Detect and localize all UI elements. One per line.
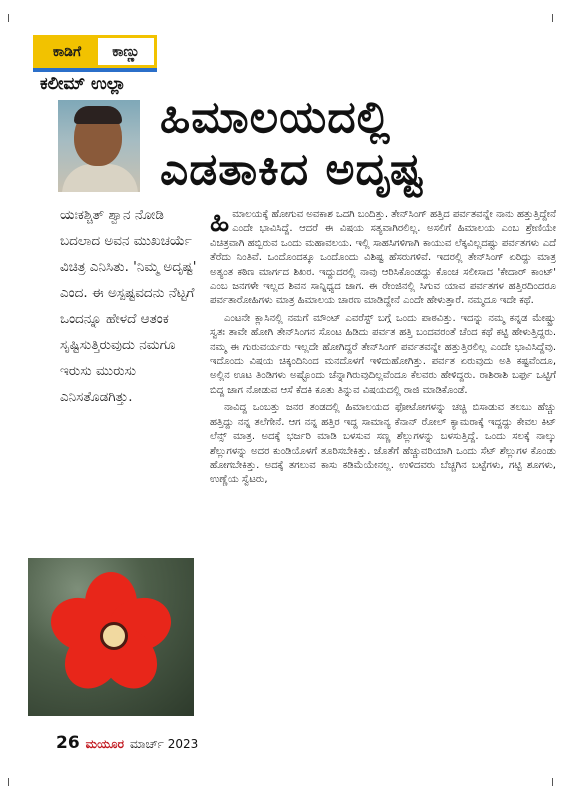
crop-mark xyxy=(8,14,9,22)
page-footer xyxy=(56,733,198,753)
page-number: 26 xyxy=(56,733,80,753)
paragraph-2: ಎಂಟನೇ ಕ್ಲಾಸಿನಲ್ಲಿ ನಮಗೆ ಮೌಂಟ್ ಎವರೆಸ್ಟ್ ಬಗ್ಗೆ ಒಂದು ಪಾಠವಿತ್ತು. ಇದನ್ನು ನಮ್ಮ ಕನ್ನಡ ಮೇಷ್ಟ್ರು ಸ್ವತಃ ತಾವೇ ಹೋಗಿ ತೇನ್‌ಸಿಂಗನ ಸೊಂಟ ಹಿಡಿದು ಪರ್ವತ ಹತ್ತಿ ಬಂದವರಂತೆ ಚೆಂದ ಕಥೆ ಕಟ್ಟಿ ಹೇಳುತ್ತಿದ್ದರು. ನಮ್ಮ ಈ ಗುರುವರ್ಯರು ಇಲ್ಲದೇ ಹೋಗಿದ್ದರೆ ತೇನ್‌ಸಿಂಗ್ ಪರ್ವತವನ್ನೇ ಹತ್ತುತ್ತಿರಲಿಲ್ಲ ಎಂದೇ ಭಾವಿಸಿದ್ದೆವು. ಇದೊಂದು ವಿಷಯ ಚಿಕ್ಕಂದಿನಿಂದ ಮನದೊಳಗೆ ಇಳಿದುಹೋಗಿತ್ತು. ಪರ್ವತ ಏರುವುದು ಅತಿ ಕಷ್ಟವೆಂದೂ, ಅಲ್ಲಿನ ಊಟ ತಿಂಡಿಗಳು ಅಷ್ಟೊಂದು ಚೆನ್ನಾಗಿರುವುದಿಲ್ಲವೆಂದೂ ಕೆಲವರು ಹೇಳಿದ್ದರು. ರಾಶಿರಾಶಿ ಬರ್ಫು ಒಟ್ಟಿಗೆ ಬಿದ್ದ ಜಾಗ ನೋಡುವ ಆಸೆ ಕೆದಕಿ ಕೂತು ತಿನ್ನುವ ವಿಷಯದಲ್ಲಿ ರಾಜಿ ಮಾಡಿಕೊಂಡೆ. xyxy=(210,312,556,396)
flower-center xyxy=(100,622,128,650)
magazine-name: ಮಯೂರ xyxy=(85,737,124,751)
paragraph-1 xyxy=(210,205,556,309)
paragraph-1-text: ಮಾಲಯಕ್ಕೆ ಹೋಗುವ ಅವಕಾಶ ಒದಗಿ ಬಂದಿತ್ತು. ತೇನ್‌ಸಿಂಗ್ ಹತ್ತಿದ ಪರ್ವತವನ್ನೇ ನಾನು ಹತ್ತುತ್ತಿದ್ದೇನೆ ಎಂದೇ ಭಾವಿಸಿದ್ದೆ. ಆದರೆ ಈ ವಿಷಯ ಸತ್ಯವಾಗಿರಲಿಲ್ಲ. ಅಸಲಿಗೆ ಹಿಮಾಲಯ ಎಂಬ ಶ್ರೇಣಿಯೇ ವಿಚಿತ್ರವಾಗಿ ಹಬ್ಬಿರುವ ಒಂದು ಮಹಾವಲಯ. ಇಲ್ಲಿ ಸಾಹಸಿಗಳಿಗಾಗಿ ಕಾಯುವ ಲೆಕ್ಕವಿಲ್ಲದಷ್ಟು ಪರ್ವತಗಳು ಎದೆ ತೆರೆದು ನಿಂತಿವೆ. ಒಂದೊಂದಕ್ಕೂ ಒಂದೊಂದು ವಿಶಿಷ್ಟ ಹೆಸರುಗಳಿವೆ. ಇದರಲ್ಲಿ ತೇನ್‌ಸಿಂಗ್ ಏರಿದ್ದು ಮಾತ್ರ ಅತ್ಯಂತ ಕಠಿಣ ಮಾರ್ಗದ ಶಿಖರ. ಇದ್ದುದರಲ್ಲಿ ನಾವು ಆರಿಸಿಕೊಂಡದ್ದು ಕೊಂಚ ಸಲೀಸಾದ 'ಕೇದಾರ್ ಕಾಂಟ್' ಎಂಬ ಜನಗಳೇ ಇಲ್ಲದ ಶಿವನ ಸಾನ್ನಿಧ್ಯದ ಜಾಗ. ಈ ರೇಂಜಿನಲ್ಲಿ ಸಿಗುವ ಯಾವ ಪರ್ವತಗಳ ಹತ್ತಿರದಿಂದರೂ ಪರ್ವತಾರೋಹಿಗಳು ಮಾತ್ರ ಹಿಮಾಲಯ ಚಾರಣ ಮಾಡಿದ್ದೇನೆ ಎಂದೇ ಹೇಳುತ್ತಾರೆ. ನಮ್ಮದೂ ಇದೇ ಕಥೆ. xyxy=(210,209,556,307)
photo-hair xyxy=(74,106,122,124)
crop-mark xyxy=(552,14,553,22)
article-title xyxy=(160,92,550,196)
article-body xyxy=(210,205,556,491)
drop-cap: ಹಿ xyxy=(210,205,230,238)
crop-mark xyxy=(552,778,553,786)
column-logo-left: ಕಾಡಿಗೆ xyxy=(36,38,98,65)
title-line-2: ಎಡತಾಕಿದ ಅದೃಷ್ಟ xyxy=(160,144,425,195)
logo-underline xyxy=(33,68,157,72)
issue-date: ಮಾರ್ಚ್ 2023 xyxy=(129,737,199,751)
paragraph-3: ನಾವಿದ್ದ ಒಂಬತ್ತು ಜನರ ತಂಡದಲ್ಲಿ ಹಿಮಾಲಯದ ಫೋಟೋಗಳನ್ನು ಚಚ್ಚಿ ಬಿಸಾಡುವ ತಲಬು ಹೆಚ್ಚು ಹತ್ತಿದ್ದು ನನ್ನ ತಲೆಗೇನೆ. ಆಗ ನನ್ನ ಹತ್ತಿರ ಇದ್ದ ಸಾಮಾನ್ಯ ಕೆನಾನ್ ರೋಲ್ ಕ್ಯಾಮರಾಕ್ಕೆ ಇದ್ದದ್ದು ಕೇವಲ ಕಿಟ್ ಲೆನ್ಸ್ ಮಾತ್ರ. ಅದಕ್ಕೆ ಭರ್ಜರಿ ಮಾಡಿ ಬಳಸುವ ಸಣ್ಣ ಶೆಲ್ಲುಗಳನ್ನು ಬಳಸುತ್ತಿದ್ದೆ. ಒಂದು ಸಲಕ್ಕೆ ನಾಲ್ಕು ಶೆಲ್ಲುಗಳನ್ನು ಅದರ ಕುಂಡಿಯೊಳಗೆ ತೂರಿಸಬೇಕಿತ್ತು. ಜೊತೆಗೆ ಹೆಚ್ಚುವರಿಯಾಗಿ ಒಂದು ಸೆಟ್ ಶೆಲ್ಲುಗಳ ಕೊಂಡು ಹೋಗಬೇಕಿತ್ತು. ಅದಕ್ಕೆ ತಗಲುವ ಕಾಸು ಕಡಿಮೆಯೇನಲ್ಲ. ಉಳಿದವರು ಬೆಚ್ಚಗಿನ ಬಟ್ಟೆಗಳು, ಗಟ್ಟಿ ಶೂಗಳು, ಉಣ್ಣೆಯ ಸ್ವೆಟರು, xyxy=(210,402,556,486)
crop-mark xyxy=(8,778,9,786)
author-photo xyxy=(58,100,140,192)
pull-quote: ಯಃಕಶ್ಚಿತ್ ಶ್ವಾನ ನೋಡಿ ಬದಲಾದ ಅವನ ಮುಖಚರ್ಯೆ ವಿಚಿತ್ರ ಎನಿಸಿತು. 'ನಿಮ್ಮ ಅದೃಷ್ಟ' ಎಂದ. ಈ ಅಸ್ಪಷ್ಟವದನು ನೆಟ್ಟಗೆ ಒಂದನ್ನೂ ಹೇಳದೆ ಆತಂಕ ಸೃಷ್ಟಿಸುತ್ತಿರುವುದು ನಮಗೂ ಇರುಸು ಮುರುಸು ಎನಿಸತೊಡಗಿತ್ತು. xyxy=(60,207,197,405)
author-name: ಕಲೀಮ್ ಉಲ್ಲಾ xyxy=(40,74,126,94)
column-logo xyxy=(33,35,157,68)
title-line-1: ಹಿಮಾಲಯದಲ್ಲಿ xyxy=(160,92,391,143)
column-logo-right: ಕಾಣ್ಣು xyxy=(112,43,140,60)
photo-shirt xyxy=(62,164,138,192)
flower-photo xyxy=(28,558,194,716)
